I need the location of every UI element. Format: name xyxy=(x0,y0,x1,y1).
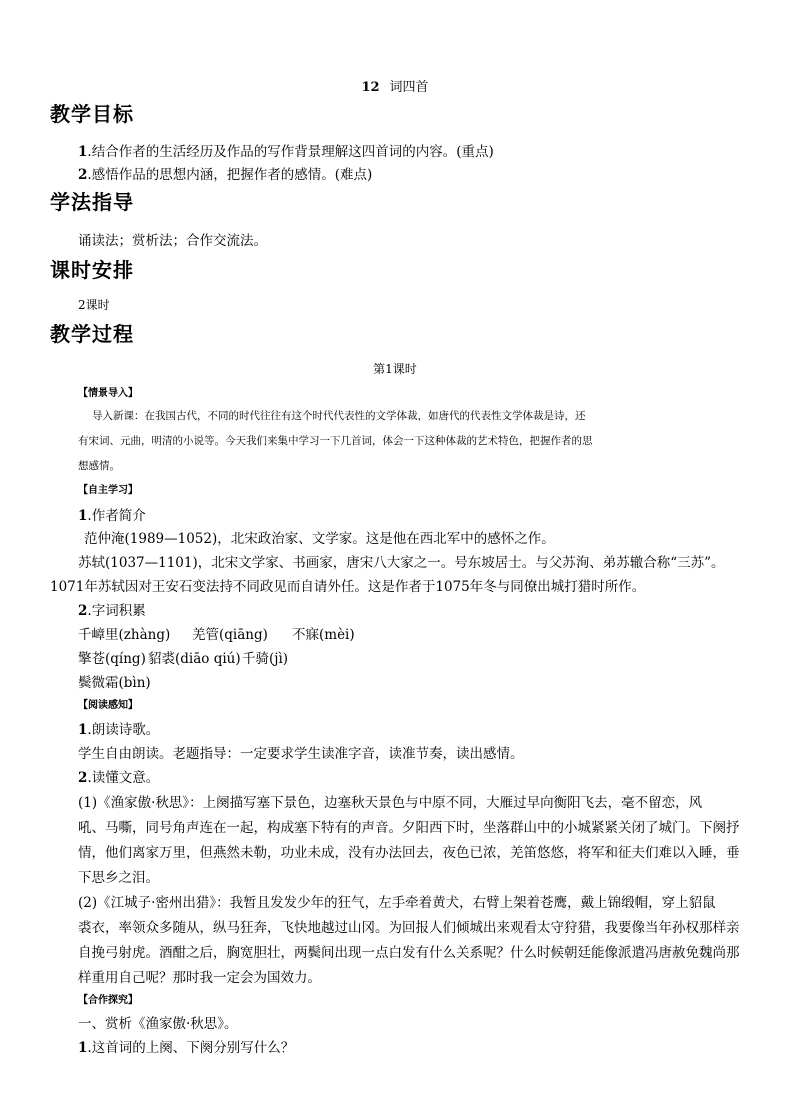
reading-item-2: 2.读懂文意。 xyxy=(78,770,160,786)
goal-item-1: 1.结合作者的生活经历及作品的写作背景理解这四首词的内容。(重点) xyxy=(78,144,494,160)
vocab-word: 千嶂里(zhàng) xyxy=(78,627,171,643)
vocab-heading: 2.字词积累 xyxy=(78,603,146,619)
vocab-word: 貂裘(diāo qiú) xyxy=(148,651,241,667)
intro-line-2: 有宋词、元曲，明清的小说等。今天我们来集中学习一下几首词，体会一下这种体裁的艺术特色，把握作者的思 xyxy=(78,435,593,447)
para1-line-3: 情，他们离家万里，但燕然未勒，功业未成，没有办法回去，夜色已浓，羌笛悠悠，将军和征夫们难以入睡，垂 xyxy=(78,845,740,861)
period-title: 第1课时 xyxy=(373,362,417,376)
lesson-title xyxy=(0,76,790,95)
tag-cooperate: 【合作探究】 xyxy=(78,995,138,1006)
lesson-name: 词四首 xyxy=(389,80,429,95)
author-heading: 1.作者简介 xyxy=(78,508,146,524)
para2-line-2: 裘衣，率领众多随从，纵马狂奔，飞快地越过山冈。为回报人们倾城出来观看太守狩猎，我要像当年孙权那样亲 xyxy=(78,920,740,936)
intro-line-1: 导入新课：在我国古代，不同的时代往往有这个时代代表性的文学体裁，如唐代的代表性文学体裁是诗，还 xyxy=(92,410,586,422)
reading-item-1: 1.朗读诗歌。 xyxy=(78,722,160,738)
heading-goals: 教学目标 xyxy=(50,102,134,126)
author-line-2: 苏轼(1037—1101)，北宋文学家、书画家，唐宋八大家之一。号东坡居士。与父苏洵、弟苏辙合称“三苏”。 xyxy=(78,555,725,571)
para1-line-4: 下思乡之泪。 xyxy=(78,870,159,886)
vocab-word: 擎苍(qíng) xyxy=(78,651,146,667)
heading-method: 学法指导 xyxy=(50,190,134,214)
para2-line-4: 样重用自己呢？那时我一定会为国效力。 xyxy=(78,970,321,986)
cooperate-question-1: 1.这首词的上阕、下阕分别写什么？ xyxy=(78,1040,295,1056)
vocab-word: 千骑(jì) xyxy=(242,651,289,667)
tag-reading: 【阅读感知】 xyxy=(78,700,138,711)
reading-item-1-text: 学生自由朗读。老题指导：一定要求学生读准字音，读准节奏，读出感情。 xyxy=(78,746,524,762)
para1-line-2: 吼、马嘶，同号角声连在一起，构成塞下特有的声音。夕阳西下时，坐落群山中的小城紧紧关闭了城门。下阕抒 xyxy=(78,820,740,836)
schedule-text: 2课时 xyxy=(78,298,110,312)
intro-line-3: 想感情。 xyxy=(78,460,120,472)
method-text: 诵读法；赏析法；合作交流法。 xyxy=(78,233,267,249)
tag-intro: 【情景导入】 xyxy=(78,388,138,399)
para2-line-3: 自挽弓射虎。酒酣之后，胸宽胆壮，两鬓间出现一点白发有什么关系呢？什么时候朝廷能像派遣冯唐赦免魏尚那 xyxy=(78,945,740,961)
cooperate-item-one: 一、赏析《渔家傲·秋思》。 xyxy=(78,1016,238,1032)
para2-line-1: (2)《江城子·密州出猎》：我暂且发发少年的狂气，左手牵着黄犬，右臂上架着苍鹰，戴上锦缎帽，穿上貂鼠 xyxy=(78,895,716,911)
para1-line-1: (1)《渔家傲·秋思》：上阕描写塞下景色，边塞秋天景色与中原不同，大雁过早向衡阳飞去，毫不留恋，风 xyxy=(78,795,703,811)
vocab-word: 鬓微霜(bìn) xyxy=(78,675,151,691)
goal-item-2: 2.感悟作品的思想内涵，把握作者的感情。(难点) xyxy=(78,167,373,183)
lesson-number: 12 xyxy=(361,80,380,95)
tag-self-study: 【自主学习】 xyxy=(78,485,138,496)
author-line-1: 范仲淹(1989—1052)，北宋政治家、文学家。这是他在西北军中的感怀之作。 xyxy=(84,531,555,547)
vocab-word: 羌管(qiāng) xyxy=(192,627,268,643)
heading-process: 教学过程 xyxy=(50,322,134,346)
vocab-word: 不寐(mèi) xyxy=(292,627,355,643)
author-line-3: 1071年苏轼因对王安石变法持不同政见而自请外任。这是作者于1075年冬与同僚出城打猎时所作。 xyxy=(50,579,646,595)
heading-schedule: 课时安排 xyxy=(50,258,134,282)
